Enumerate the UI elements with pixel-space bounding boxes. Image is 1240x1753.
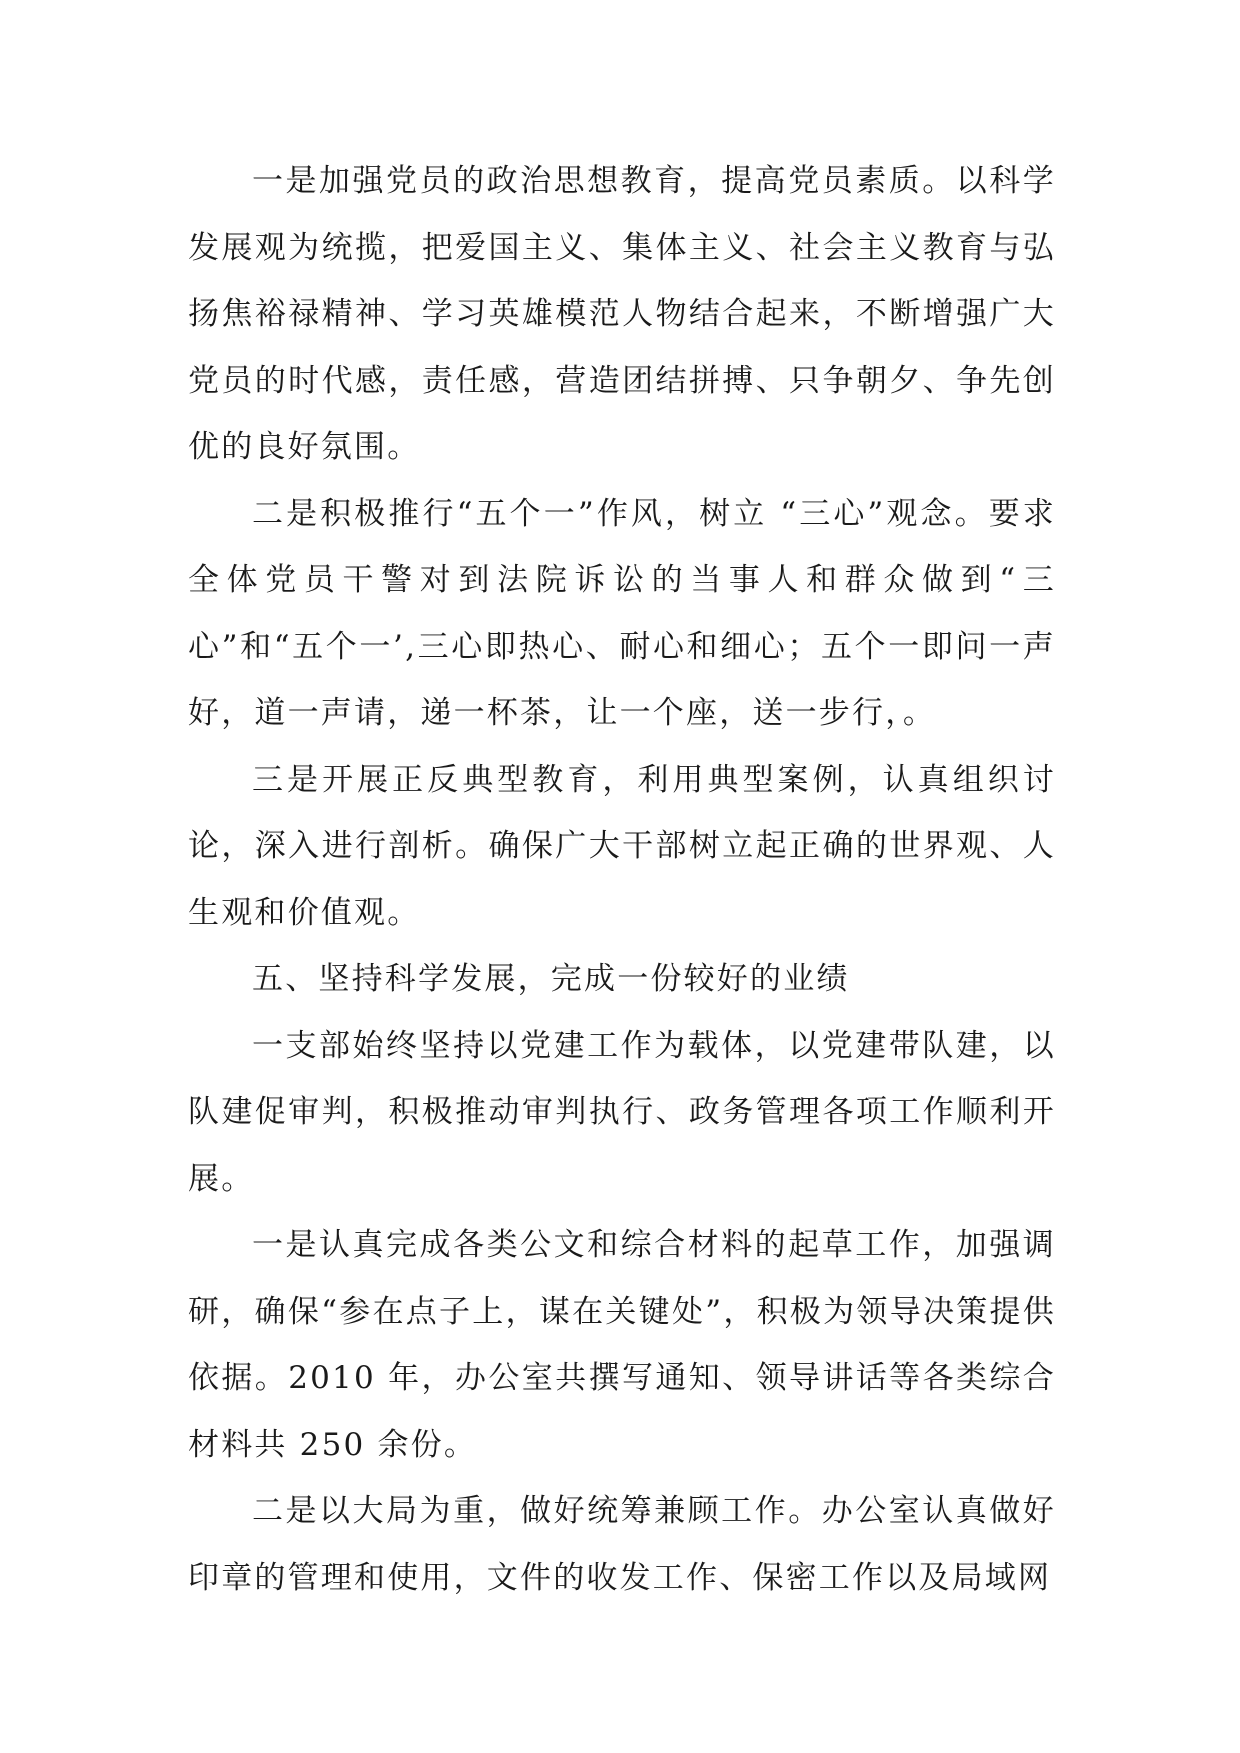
section-heading-five: 五、坚持科学发展，完成一份较好的业绩: [252, 961, 850, 997]
paragraph-five-ones: 二是积极推行“五个一”作风，树立 “三心”观念。要求全体党员干警对到法院诉讼的当事人和群众做到“三心”和“五个一’,三心即热心、耐心和细心；五个一即问一声好，道一声请，递一杯茶，让一个座，送一步行，。: [188, 495, 1056, 731]
paragraph-party-building: 一支部始终坚持以党建工作为载体，以党建带队建，以队建促审判，积极推动审判执行、政务管理各项工作顺利开展。: [188, 1027, 1056, 1197]
document-body: [188, 148, 1056, 1611]
paragraph-overall-coordination: 二是以大局为重，做好统筹兼顾工作。办公室认真做好印章的管理和使用，文件的收发工作、保密工作以及局域网: [188, 1493, 1056, 1596]
paragraph-political-education: 一是加强党员的政治思想教育，提高党员素质。以科学发展观为统揽，把爱国主义、集体主义、社会主义教育与弘扬焦裕禄精神、学习英雄模范人物结合起来，不断增强广大党员的时代感，责任感，营造团结拼搏、只争朝夕、争先创优的良好氛围。: [188, 163, 1056, 465]
paragraph-document-drafting: 一是认真完成各类公文和综合材料的起草工作，加强调研，确保“参在点子上，谋在关键处”，积极为领导决策提供依据。2010 年，办公室共撰写通知、领导讲话等各类综合材料共 250 余份。: [188, 1227, 1056, 1463]
paragraph-typical-education: 三是开展正反典型教育，利用典型案例，认真组织讨论，深入进行剖析。确保广大干部树立起正确的世界观、人生观和价值观。: [188, 761, 1056, 931]
